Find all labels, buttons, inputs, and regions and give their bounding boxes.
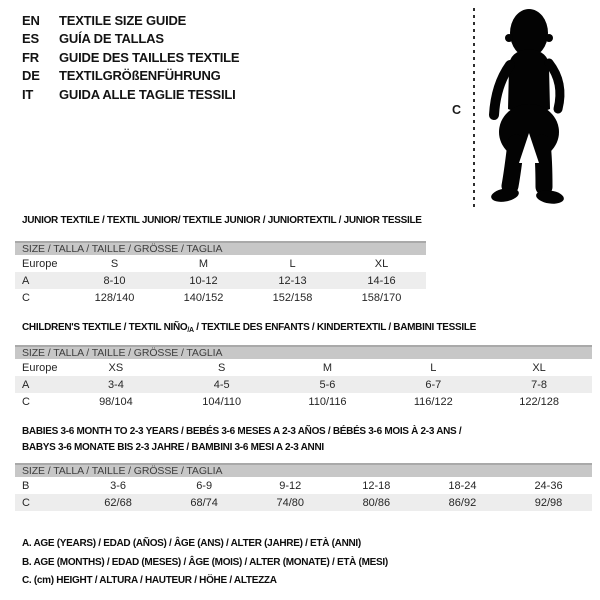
language-row-en bbox=[22, 11, 239, 30]
children-table-title bbox=[22, 322, 476, 334]
table-cell: 86/92 bbox=[448, 496, 477, 509]
children-table bbox=[15, 345, 592, 410]
size-header: SIZE / TALLA / TAILLE / GRÖSSE / TAGLIA bbox=[15, 241, 426, 255]
language-code: DE bbox=[22, 68, 40, 84]
language-list bbox=[22, 11, 239, 104]
height-label-c: C bbox=[452, 103, 462, 117]
language-label: TEXTILE SIZE GUIDE bbox=[59, 12, 187, 28]
height-dashed-line bbox=[473, 8, 475, 208]
table-cell: 3-6 bbox=[110, 479, 126, 492]
table-cell: 24-36 bbox=[534, 479, 563, 492]
table-cell: 122/128 bbox=[519, 395, 559, 408]
junior-table-title: JUNIOR TEXTILE / TEXTIL JUNIOR/ TEXTILE JUNIOR / JUNIORTEXTIL / JUNIOR TESSILE bbox=[22, 215, 422, 226]
table-cell: 62/68 bbox=[104, 496, 132, 509]
baby-silhouette-icon bbox=[483, 5, 575, 207]
table-cell: 92/98 bbox=[534, 496, 563, 509]
table-cell: 116/122 bbox=[413, 395, 453, 408]
table-cell: XL bbox=[532, 361, 546, 374]
language-code: EN bbox=[22, 12, 40, 28]
table-cell: 74/80 bbox=[276, 496, 304, 509]
table-row bbox=[15, 255, 426, 272]
table-cell: S bbox=[218, 361, 226, 374]
junior-table bbox=[15, 241, 426, 306]
size-header: SIZE / TALLA / TAILLE / GRÖSSE / TAGLIA bbox=[15, 463, 592, 477]
table-cell: A bbox=[22, 274, 30, 287]
language-label: GUIDE DES TAILLES TEXTILE bbox=[59, 49, 240, 65]
table-row bbox=[15, 272, 426, 289]
table-cell: 14-16 bbox=[367, 274, 396, 287]
table-cell: 12-13 bbox=[278, 274, 307, 287]
language-row-it bbox=[22, 85, 239, 104]
table-cell: XS bbox=[108, 361, 124, 374]
table-row bbox=[15, 393, 592, 410]
table-cell: 12-18 bbox=[362, 479, 391, 492]
table-row bbox=[15, 376, 592, 393]
footnote-a: A. AGE (YEARS) / EDAD (AÑOS) / ÂGE (ANS) / ALTER (JAHRE) / ETÀ (ANNI) bbox=[22, 538, 361, 549]
table-cell: S bbox=[110, 257, 119, 270]
table-row bbox=[15, 494, 592, 511]
table-cell: 110/116 bbox=[308, 395, 347, 408]
language-label: TEXTILGRÖßENFÜHRUNG bbox=[59, 68, 221, 84]
title-subscript: /A bbox=[187, 327, 194, 334]
footnote-legend bbox=[22, 535, 388, 591]
table-cell: 10-12 bbox=[189, 274, 218, 287]
table-cell: L bbox=[430, 361, 437, 374]
language-label: GUIDA ALLE TAGLIE TESSILI bbox=[59, 86, 236, 102]
table-cell: 98/104 bbox=[99, 395, 133, 408]
babies-table bbox=[15, 463, 592, 511]
language-row-fr bbox=[22, 48, 239, 67]
table-cell: 158/170 bbox=[361, 291, 402, 304]
table-cell: Europe bbox=[22, 361, 58, 374]
language-code: IT bbox=[22, 86, 34, 102]
table-cell: 68/74 bbox=[190, 496, 218, 509]
table-cell: 104/110 bbox=[202, 395, 242, 408]
table-cell: 140/152 bbox=[183, 291, 224, 304]
table-cell: L bbox=[289, 257, 296, 270]
language-code: ES bbox=[22, 31, 39, 47]
table-cell: 5-6 bbox=[319, 378, 336, 391]
children-title-text: / TEXTILE DES ENFANTS / KINDERTEXTIL / BAMBINI TESSILE bbox=[193, 322, 477, 333]
table-cell: 152/158 bbox=[272, 291, 313, 304]
table-cell: XL bbox=[374, 257, 389, 270]
table-cell: C bbox=[22, 395, 30, 408]
table-cell: 18-24 bbox=[448, 479, 477, 492]
table-row bbox=[15, 359, 592, 376]
table-cell: 4-5 bbox=[213, 378, 230, 391]
table-cell: Europe bbox=[22, 257, 58, 270]
table-cell: 8-10 bbox=[103, 274, 126, 287]
table-cell: 6-7 bbox=[425, 378, 442, 391]
size-header: SIZE / TALLA / TAILLE / GRÖSSE / TAGLIA bbox=[15, 345, 592, 359]
language-row-de bbox=[22, 67, 239, 86]
table-row bbox=[15, 289, 426, 306]
table-cell: 6-9 bbox=[196, 479, 213, 492]
children-title-text: CHILDREN'S TEXTILE / TEXTIL NIÑO bbox=[22, 322, 188, 333]
footnote-b: B. AGE (MONTHS) / EDAD (MESES) / ÂGE (MOIS) / ALTER (MONATE) / ETÀ (MESI) bbox=[22, 556, 388, 568]
language-label: GUÍA DE TALLAS bbox=[59, 31, 164, 47]
table-cell: A bbox=[22, 378, 30, 391]
table-cell: 3-4 bbox=[107, 378, 124, 391]
language-code: FR bbox=[22, 49, 39, 65]
table-cell: M bbox=[322, 361, 333, 374]
babies-table-title-line1: BABIES 3-6 MONTH TO 2-3 YEARS / BEBÉS 3-6 MESES A 2-3 AÑOS / BÉBÉS 3-6 MOIS À 2-3 ANS / bbox=[22, 426, 462, 437]
footnote-c: C. (cm) HEIGHT / ALTURA / HAUTEUR / HÖHE / ALTEZZA bbox=[22, 575, 277, 586]
table-cell: 80/86 bbox=[362, 496, 391, 509]
table-cell: M bbox=[198, 257, 209, 270]
table-cell: B bbox=[22, 479, 30, 492]
language-row-es bbox=[22, 30, 239, 49]
table-cell: 128/140 bbox=[94, 291, 135, 304]
table-cell: 9-12 bbox=[279, 479, 302, 492]
table-cell: 7-8 bbox=[531, 378, 548, 391]
table-cell: C bbox=[22, 291, 30, 304]
table-cell: C bbox=[22, 496, 30, 509]
table-row bbox=[15, 477, 592, 494]
babies-table-title-line2: BABYS 3-6 MONATE BIS 2-3 JAHRE / BAMBINI 3-6 MESI A 2-3 ANNI bbox=[22, 442, 324, 453]
